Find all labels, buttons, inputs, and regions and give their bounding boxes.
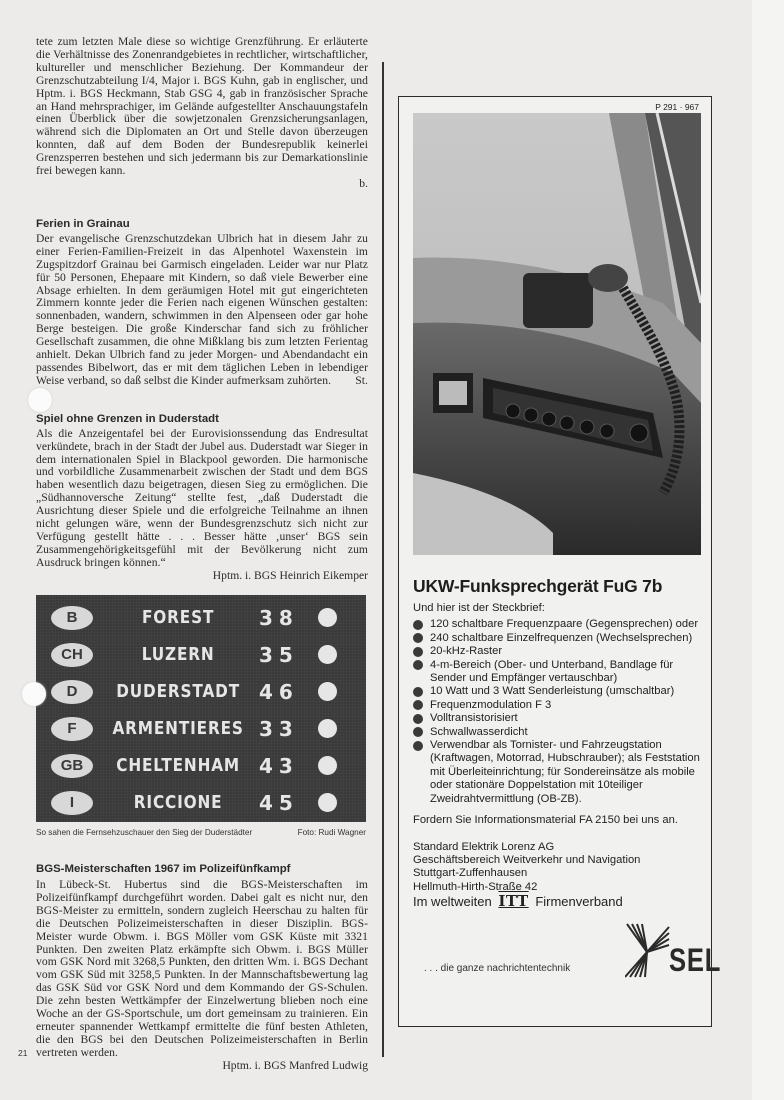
score: 45: [259, 790, 299, 815]
sel-brand-logo: SEL: [669, 942, 722, 978]
city-name: RICCIONE: [133, 792, 223, 813]
country-badge: GB: [51, 754, 93, 778]
spec-text: Frequenzmodulation F 3: [430, 698, 552, 711]
indicator-light-icon: [318, 608, 337, 627]
ad-code: P 291 · 967: [655, 102, 699, 112]
spec-item: [413, 618, 705, 631]
itt-line: [413, 892, 705, 911]
spec-text: 20-kHz-Raster: [430, 645, 503, 658]
article-body: Der evangelische Grenzschutzdekan Ulbrich hat in diesem Jahr zu einer Ferien-Familien-Freizeit in das Alpenhotel Waxenstein im Zugspitzdorf Grainau bei Garmisch eingeladen. Leider war nur Platz für 50 Personen, Ehepaare mit Kindern, so daß viele Bewerber eine Absage erhielten. In dem geräumigen Hotel mit gut eingerichteten Zimmern konnte jeder die Ferien nach eigenen Wünschen gestalten: sonnenbaden, wandern, schwimmen in den Alpenseen oder gar hohe Berge besteigen. Die große Kinderschar fand sich zu fröhlicher Gesellschaft zusammen, die ohne Mißklang bis zum letzten Ferientag anhielt. Dekan Ulbrich fand zu jeder Morgen- und Abendandacht ein passendes Bibelwort, das er mit dem täglichen Leben in lebendiger Weise verband, so daß selbst die Kinder aufmerksam zuhörten.: [36, 231, 368, 387]
article-signature: b.: [359, 176, 368, 190]
country-badge: I: [51, 791, 93, 815]
bullet-icon: [413, 727, 423, 737]
ad-body: [413, 602, 705, 909]
city-name: CHELTENHAM: [116, 755, 241, 776]
article-spiel-ohne-grenzen: [36, 412, 368, 583]
spec-item: [413, 712, 705, 725]
article-text: In Lübeck-St. Hubertus sind die BGS-Meisterschaften im Polizeifünfkampf durchgeführt worden. Dabei galt es nicht nur, den BGS-Meister zu ermitteln, sondern zugleich Heerschau zu halten für die Deutschen Polizeimeisterschaften in dieser Disziplin. BGS-Meister wurde Obwm. i. BGS Möller vom GSK Küste mit 3321 Punkten. Den zweiten Platz erkämpfte sich Obwm. i. BGS Müller vom GSK Nord mit 3268,5 Punkten, den dritten Wm. i. BGS Dechant vom GSK Süd mit 3258,5 Punkten. In der Mannschaftsbewertung lag das GSK Süd vor GSK Nord und dem Kommando der GS-Schulen. Die zehn besten Wettkämpfer der Einzelwertung blieben noch eine Woche an der GS-Sportschule, um dort gemeinsam zu trainieren. Ein erneuter spannender Wettkampf ermittelte die fünf besten Athleten, die den BGS bei den Deutschen Polizeimeisterschaften in Berlin vertreten werden.: [36, 878, 368, 1059]
itt-prefix: Im weltweiten: [413, 894, 492, 910]
city-name: DUDERSTADT: [116, 681, 241, 702]
ad-product-title: UKW-Funksprechgerät FuG 7b: [413, 576, 663, 596]
spec-text: Verwendbar als Tornister- und Fahrzeugstation (Kraftwagen, Motorrad, Hubschrauber); als Feststation mit Überleiteinrichtung; für Sondereinsätze als mobile oder stationäre Doppelstation mit 10teiliger Zweidrahtvermittlung (OB-ZB).: [430, 739, 700, 805]
spec-item: [413, 699, 705, 712]
scoreboard-row: [36, 636, 366, 673]
photo-caption: [36, 828, 366, 837]
article-text: [36, 233, 368, 388]
city-name: LUZERN: [141, 644, 215, 665]
article-text: Als die Anzeigentafel bei der Eurovisionssendung das Endresultat verkündete, brach in der Stadt der Jubel aus. Duderstadt war Sieger in dem internationalen Spiel in Blackpool geworden. Die harmonische und vorbildliche Zusammenarbeit zwischen der Stadt und dem BGS haben wesentlich dazu beigetragen, diesen Sieg zu ermöglichen. Die „Südhannoversche Zeitung“ stellte fest, „daß Duderstadt die Ausrichtung dieser Spiele und die erfolgreiche Teilnahme an ihnen nicht gelungen wäre, wenn der Bundesgrenzschutz sich nicht zur Verfügung gestellt hätte . . . Besser hätte ‚unser‘ BGS sein Zusammengehörigkeitsgefühl mit der Bevölkerung nicht zum Ausdruck bringen können.“: [36, 426, 368, 569]
scoreboard-photo: [36, 595, 366, 822]
bullet-icon: [413, 660, 423, 670]
bullet-icon: [413, 700, 423, 710]
bullet-icon: [413, 633, 423, 643]
article-ferien-in-grainau: [36, 217, 368, 388]
itt-logo: ITT: [498, 892, 529, 911]
info-request: Fordern Sie Informationsmaterial FA 2150 bei uns an.: [413, 814, 678, 827]
article-bgs-meisterschaften: [36, 862, 368, 1073]
city-name: ARMENTIERES: [112, 718, 244, 739]
radio-dashboard-photo: [413, 113, 701, 555]
left-column: [36, 36, 368, 583]
company-division: Geschäftsbereich Weitverkehr und Navigation: [413, 853, 641, 866]
article-text: tete zum letzten Male diese so wichtige Grenzführung. Er erläuterte die Verhältnisse des Zonenrandgebietes in rechtlicher, wirtschaftlicher, kultureller und menschlicher Beziehung. Der Kommandeur der Grenzschutzabteilung I/4, Major i. BGS Kuhn, gab in englischer, und Hptm. i. BGS Heckmann, Stab GSG 4, gab in französischer Sprache an Hand mehrsprachiger, im Gelände aufgestellter Anschauungstafeln einen Überblick über die sowjetzonalen Grenzsicherungsanlagen, während sich die Diplomaten an Ort und Stelle davon überzeugen konnten, daß auf dem Boden der Bundesrepublik keinerlei Grenzsperren bestehen und sich jedermann bis zur Demarkationslinie frei bewegen kann.: [36, 35, 368, 178]
company-name: Standard Elektrik Lorenz AG: [413, 840, 555, 853]
score: 46: [259, 679, 299, 704]
score: 43: [259, 753, 299, 778]
bullet-icon: [413, 741, 423, 751]
indicator-light-icon: [318, 756, 337, 775]
spec-item: [413, 726, 705, 739]
indicator-light-icon: [318, 682, 337, 701]
company-street: Hellmuth-Hirth-Straße 42: [413, 880, 538, 893]
photo-credit: Foto: Rudi Wagner: [297, 828, 366, 837]
score: 38: [259, 605, 299, 630]
company-city: Stuttgart-Zuffenhausen: [413, 867, 528, 880]
score: 35: [259, 642, 299, 667]
scoreboard-row: [36, 673, 366, 710]
country-badge: D: [51, 680, 93, 704]
itt-suffix: Firmenverband: [535, 894, 623, 910]
score: 33: [259, 716, 299, 741]
spec-item: [413, 632, 705, 645]
column-divider: [382, 62, 384, 1057]
article-signature: Hptm. i. BGS Heinrich Eikemper: [212, 568, 368, 582]
indicator-light-icon: [318, 793, 337, 812]
spec-text: 120 schaltbare Frequenzpaare (Gegensprechen) oder: [430, 618, 699, 631]
scoreboard-row: [36, 599, 366, 636]
spec-text: Volltransistorisiert: [430, 712, 518, 725]
indicator-light-icon: [318, 645, 337, 664]
scoreboard-row: [36, 747, 366, 784]
spec-item: [413, 685, 705, 698]
bullet-icon: [413, 714, 423, 724]
scoreboard-row: [36, 710, 366, 747]
spec-text: Schwallwasserdicht: [430, 725, 528, 738]
article-signature: Hptm. i. BGS Manfred Ludwig: [222, 1058, 368, 1072]
punch-hole: [22, 682, 46, 706]
spec-item: [413, 645, 705, 658]
scoreboard-row: [36, 784, 366, 821]
bullet-icon: [413, 647, 423, 657]
indicator-light-icon: [318, 719, 337, 738]
punch-hole: [28, 388, 52, 412]
spec-text: 10 Watt und 3 Watt Senderleistung (umschaltbar): [430, 685, 675, 698]
article-signature: St.: [355, 373, 368, 387]
spec-intro: Und hier ist der Steckbrief:: [413, 602, 545, 614]
country-badge: CH: [51, 643, 93, 667]
ad-tagline: . . . die ganze nachrichtentechnik: [424, 963, 571, 974]
spec-item: [413, 739, 705, 806]
radio-in-car-image: [413, 113, 701, 555]
article-intro-continued: [36, 36, 368, 191]
article-heading: Ferien in Grainau: [36, 217, 130, 230]
caption-text: So sahen die Fernsehzuschauer den Sieg der Duderstädter: [36, 828, 253, 837]
article-heading: BGS-Meisterschaften 1967 im Polizeifünfkampf: [36, 863, 291, 875]
spec-item: [413, 659, 705, 686]
bullet-icon: [413, 687, 423, 697]
sel-advertisement: [398, 96, 722, 1027]
country-badge: F: [51, 717, 93, 741]
page-number: 21: [18, 1048, 28, 1058]
article-heading: Spiel ohne Grenzen in Duderstadt: [36, 412, 219, 425]
spec-text: 4-m-Bereich (Ober- und Unterband, Bandlage für Sender und Empfänger vertauschbar): [430, 658, 674, 685]
city-name: FOREST: [142, 607, 215, 628]
country-badge: B: [51, 606, 93, 630]
spec-list: [413, 618, 705, 806]
bullet-icon: [413, 620, 423, 630]
spec-text: 240 schaltbare Einzelfrequenzen (Wechselsprechen): [430, 631, 693, 644]
